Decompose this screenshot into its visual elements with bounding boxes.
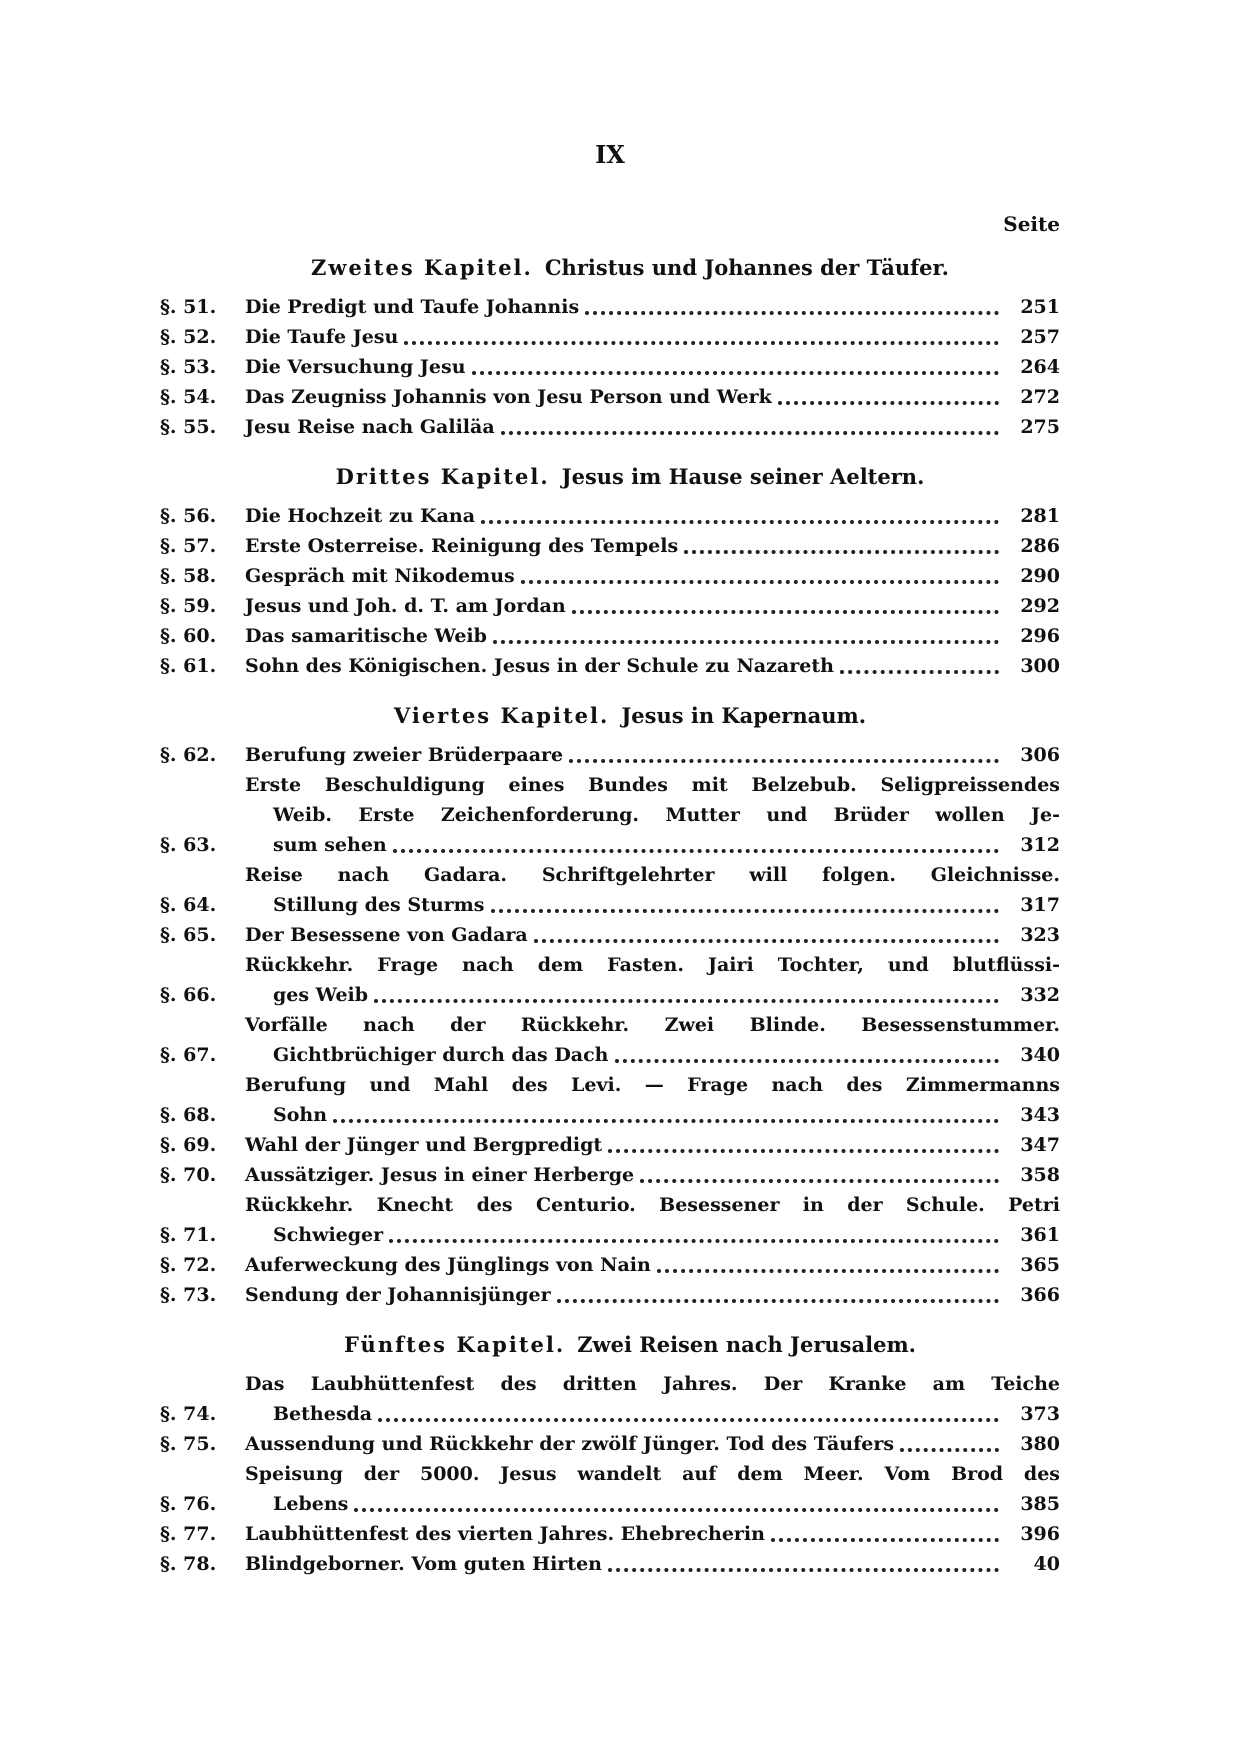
toc-entry — [160, 531, 1060, 561]
toc-entry — [160, 1160, 1060, 1190]
section-number: §. 52. — [160, 326, 217, 348]
section-number: §. 72. — [160, 1254, 217, 1276]
entry-title-line: Berufung und Mahl des Levi. — Frage nach des Zimmermanns — [245, 1074, 1060, 1096]
entry-title-line: Der Besessene von Gadara — [245, 924, 528, 946]
entry-title-line: Auferweckung des Jünglings von Nain — [245, 1254, 651, 1276]
page-reference: 358 — [1020, 1164, 1060, 1186]
toc-entry — [160, 1070, 1060, 1130]
entry-title-line: Aussendung und Rückkehr der zwölf Jünger. Tod des Täufers — [245, 1433, 895, 1455]
section-number: §. 57. — [160, 535, 217, 557]
entry-title-line: Blindgeborner. Vom guten Hirten — [245, 1553, 602, 1575]
dot-leader — [900, 1448, 999, 1452]
section-number: §. 51. — [160, 296, 217, 318]
page-reference: 340 — [1020, 1044, 1060, 1066]
page-reference: 323 — [1020, 924, 1060, 946]
dot-leader — [585, 311, 999, 315]
table-of-contents — [160, 255, 1060, 1601]
toc-entry — [160, 1250, 1060, 1280]
entry-title-line: Die Taufe Jesu — [245, 326, 399, 348]
dot-leader — [521, 580, 999, 584]
section-number: §. 68. — [160, 1104, 217, 1126]
page-reference: 300 — [1020, 655, 1060, 677]
section-number: §. 78. — [160, 1553, 217, 1575]
chapter-heading — [160, 1332, 1060, 1357]
section-number: §. 76. — [160, 1493, 217, 1515]
page-reference: 365 — [1020, 1254, 1060, 1276]
section-number: §. 73. — [160, 1284, 217, 1306]
section-number: §. 59. — [160, 595, 217, 617]
page-reference: 281 — [1020, 505, 1060, 527]
dot-leader — [534, 939, 999, 943]
section-number: §. 64. — [160, 894, 217, 916]
entry-title-line: Weib. Erste Zeichenforderung. Mutter und Brüder wollen Je- — [273, 804, 1060, 826]
dot-leader — [615, 1059, 1000, 1063]
dot-leader — [491, 909, 1000, 913]
section-number: §. 67. — [160, 1044, 217, 1066]
page-reference: 286 — [1020, 535, 1060, 557]
entry-title-line: Die Hochzeit zu Kana — [245, 505, 476, 527]
entry-title-line: Das Laubhüttenfest des dritten Jahres. Der Kranke am Teiche — [245, 1373, 1060, 1395]
entry-title-line: Das Zeugniss Johannis von Jesu Person und Werk — [245, 386, 772, 408]
entry-title-line: Jesus und Joh. d. T. am Jordan — [245, 595, 566, 617]
entry-title-line: sum sehen — [273, 834, 387, 856]
page-reference: 380 — [1020, 1433, 1060, 1455]
entry-title-line: Erste Beschuldigung eines Bundes mit Belzebub. Seligpreissendes — [245, 774, 1060, 796]
page-reference: 361 — [1020, 1224, 1060, 1246]
entry-title-line: Die Predigt und Taufe Johannis — [245, 296, 580, 318]
section-number: §. 53. — [160, 356, 217, 378]
toc-entry — [160, 1369, 1060, 1429]
toc-entry — [160, 1429, 1060, 1459]
entry-title-line: Das samaritische Weib — [245, 625, 487, 647]
toc-entry — [160, 1459, 1060, 1519]
dot-leader — [389, 1239, 999, 1243]
section-number: §. 71. — [160, 1224, 217, 1246]
dot-leader — [840, 670, 999, 674]
entry-title-line: Speisung der 5000. Jesus wandelt auf dem Meer. Vom Brod des — [245, 1463, 1060, 1485]
entry-title-line: Schwieger — [273, 1224, 384, 1246]
toc-entry — [160, 651, 1060, 681]
toc-entry — [160, 322, 1060, 352]
entry-title-line: Sendung der Johannisjünger — [245, 1284, 551, 1306]
entry-title-line: Aussätziger. Jesus in einer Herberge — [245, 1164, 635, 1186]
chapter-entries — [160, 501, 1060, 681]
section-number: §. 66. — [160, 984, 217, 1006]
page-reference: 292 — [1020, 595, 1060, 617]
dot-leader — [657, 1269, 999, 1273]
page-reference: 343 — [1020, 1104, 1060, 1126]
toc-entry — [160, 1280, 1060, 1310]
chapter-heading — [160, 703, 1060, 728]
section-number: §. 74. — [160, 1403, 217, 1425]
page-column-header: Seite — [1003, 212, 1060, 236]
entry-title-line: Erste Osterreise. Reinigung des Tempels — [245, 535, 679, 557]
toc-entry — [160, 1010, 1060, 1070]
chapter-subtitle: Christus und Johannes der Täufer. — [544, 255, 949, 280]
entry-title-line: ges Weib — [273, 984, 369, 1006]
page-reference: 296 — [1020, 625, 1060, 647]
section-number: §. 62. — [160, 744, 217, 766]
chapter-subtitle: Jesus im Hause seiner Aeltern. — [561, 464, 925, 489]
entry-title-line: Jesu Reise nach Galiläa — [245, 416, 495, 438]
dot-leader — [333, 1119, 999, 1123]
page-reference: 373 — [1020, 1403, 1060, 1425]
page-reference: 385 — [1020, 1493, 1060, 1515]
toc-entry — [160, 950, 1060, 1010]
dot-leader — [778, 401, 999, 405]
chapter-entries — [160, 740, 1060, 1310]
page-reference: 40 — [1033, 1553, 1060, 1575]
chapter-label: Fünftes Kapitel. — [344, 1332, 566, 1357]
chapter-label: Viertes Kapitel. — [393, 703, 610, 728]
toc-entry — [160, 860, 1060, 920]
dot-leader — [569, 759, 999, 763]
page-reference: 272 — [1020, 386, 1060, 408]
entry-title-line: Rückkehr. Frage nach dem Fasten. Jairi Tochter, und blutflüssi- — [245, 954, 1060, 976]
toc-entry — [160, 501, 1060, 531]
page-reference: 347 — [1020, 1134, 1060, 1156]
section-number: §. 56. — [160, 505, 217, 527]
page-reference: 290 — [1020, 565, 1060, 587]
section-number: §. 54. — [160, 386, 217, 408]
section-number: §. 70. — [160, 1164, 217, 1186]
entry-title-line: Laubhüttenfest des vierten Jahres. Ehebrecherin — [245, 1523, 765, 1545]
entry-title-line: Gichtbrüchiger durch das Dach — [273, 1044, 609, 1066]
dot-leader — [684, 550, 999, 554]
page-reference: 251 — [1020, 296, 1060, 318]
entry-title-line: Lebens — [273, 1493, 349, 1515]
entry-title-line: Berufung zweier Brüderpaare — [245, 744, 564, 766]
page-reference: 317 — [1020, 894, 1060, 916]
section-number: §. 69. — [160, 1134, 217, 1156]
dot-leader — [481, 520, 999, 524]
dot-leader — [393, 849, 999, 853]
dot-leader — [572, 610, 999, 614]
toc-entry — [160, 382, 1060, 412]
page-reference: 264 — [1020, 356, 1060, 378]
entry-title-line: Wahl der Jünger und Bergpredigt — [245, 1134, 603, 1156]
entry-title-line: Die Versuchung Jesu — [245, 356, 466, 378]
chapter-entries — [160, 292, 1060, 442]
dot-leader — [608, 1568, 999, 1572]
toc-entry — [160, 1190, 1060, 1250]
toc-entry — [160, 591, 1060, 621]
section-number: §. 61. — [160, 655, 217, 677]
entry-title-line: Rückkehr. Knecht des Centurio. Besessener in der Schule. Petri — [245, 1194, 1060, 1216]
entry-title-line: Reise nach Gadara. Schriftgelehrter will folgen. Gleichnisse. — [245, 864, 1060, 886]
page-reference: 332 — [1020, 984, 1060, 1006]
entry-title-line: Bethesda — [273, 1403, 373, 1425]
entry-title-line: Gespräch mit Nikodemus — [245, 565, 515, 587]
toc-entry — [160, 740, 1060, 770]
chapter-label: Zweites Kapitel. — [311, 255, 533, 280]
section-number: §. 58. — [160, 565, 217, 587]
dot-leader — [501, 431, 999, 435]
chapter-label: Drittes Kapitel. — [335, 464, 550, 489]
dot-leader — [771, 1538, 999, 1542]
entry-title-line: Vorfälle nach der Rückkehr. Zwei Blinde. Besessenstummer. — [245, 1014, 1060, 1036]
chapter-heading — [160, 464, 1060, 489]
dot-leader — [640, 1179, 999, 1183]
toc-entry — [160, 352, 1060, 382]
chapter-heading — [160, 255, 1060, 280]
toc-entry — [160, 1549, 1060, 1579]
dot-leader — [493, 640, 999, 644]
toc-entry — [160, 1519, 1060, 1549]
toc-entry — [160, 561, 1060, 591]
entry-title-line: Stillung des Sturms — [273, 894, 485, 916]
section-number: §. 63. — [160, 834, 217, 856]
dot-leader — [354, 1508, 999, 1512]
page-reference: 257 — [1020, 326, 1060, 348]
chapter-subtitle: Jesus in Kapernaum. — [621, 703, 867, 728]
entry-title-line: Sohn des Königischen. Jesus in der Schule zu Nazareth — [245, 655, 834, 677]
toc-entry — [160, 621, 1060, 651]
section-number: §. 60. — [160, 625, 217, 647]
toc-entry — [160, 920, 1060, 950]
chapter-entries — [160, 1369, 1060, 1579]
entry-title-line: Sohn — [273, 1104, 328, 1126]
toc-entry — [160, 1130, 1060, 1160]
page-reference: 275 — [1020, 416, 1060, 438]
chapter-subtitle: Zwei Reisen nach Jerusalem. — [577, 1332, 916, 1357]
section-number: §. 65. — [160, 924, 217, 946]
page-number: IX — [595, 140, 625, 169]
page-reference: 306 — [1020, 744, 1060, 766]
section-number: §. 77. — [160, 1523, 217, 1545]
toc-entry — [160, 292, 1060, 322]
dot-leader — [374, 999, 999, 1003]
page-reference: 396 — [1020, 1523, 1060, 1545]
dot-leader — [378, 1418, 999, 1422]
toc-entry — [160, 412, 1060, 442]
page-reference: 366 — [1020, 1284, 1060, 1306]
dot-leader — [404, 341, 999, 345]
section-number: §. 55. — [160, 416, 217, 438]
toc-entry — [160, 770, 1060, 860]
dot-leader — [472, 371, 999, 375]
dot-leader — [557, 1299, 999, 1303]
section-number: §. 75. — [160, 1433, 217, 1455]
dot-leader — [608, 1149, 999, 1153]
page-reference: 312 — [1020, 834, 1060, 856]
